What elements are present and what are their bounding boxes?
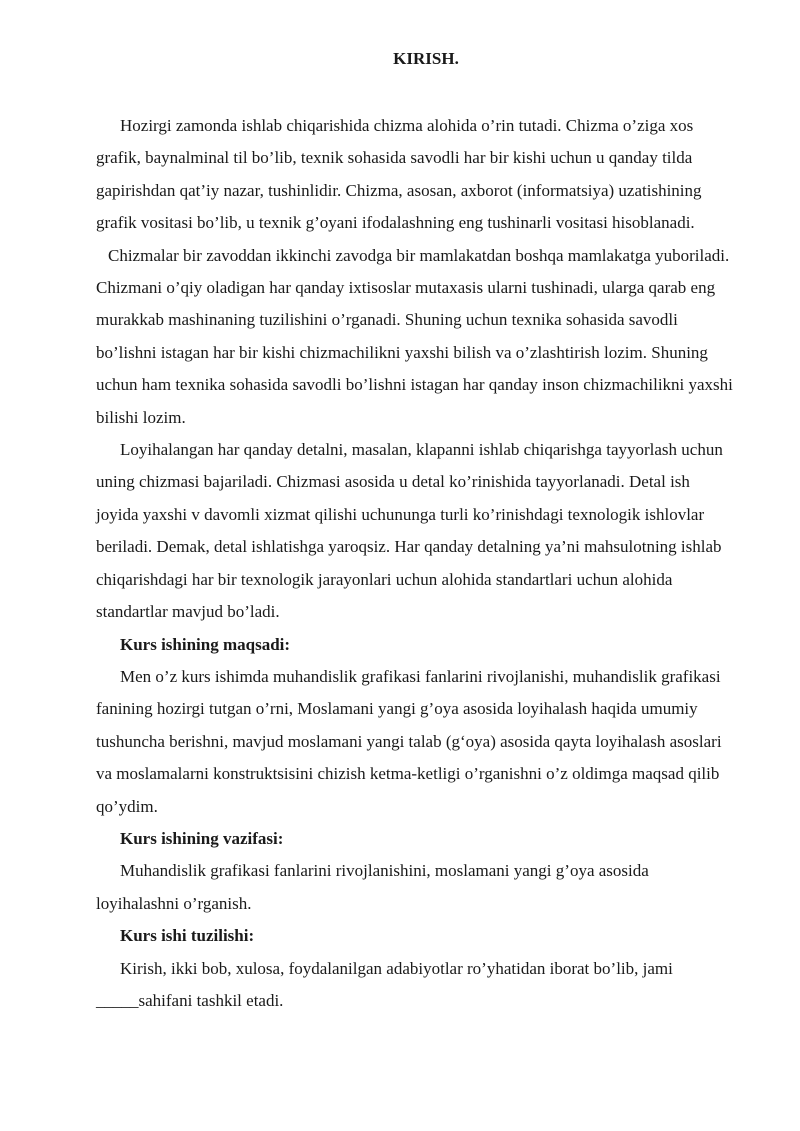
vazifa-paragraph: Muhandislik grafikasi fanlarini rivojlanishini, moslamani yangi g’oya asosida loyihalashni o’rganish. <box>96 861 649 913</box>
page-title: KIRISH. <box>393 49 459 68</box>
section-heading-tuzilish: Kurs ishi tuzilishi: <box>120 926 255 946</box>
section-heading-maqsad: Kurs ishining maqsadi: <box>120 634 291 654</box>
section-heading-vazifa: Kurs ishining vazifasi: <box>120 828 284 848</box>
document-page <box>96 44 736 1017</box>
intro-paragraph-3: Loyihalangan har qanday detalni, masalan, klapanni ishlab chiqarishga tayyorlash uchun uning chizmasi bajariladi. Chizmasi asosida u detal ko’rinishida tayyorlanadi. Detal ish joyida yaxshi v davomli xizmat qilishi uchununga turli ko’rinishdagi texnologik ishlovlar beriladi. Demak, detal ishlatishga yaroqsiz. Har qanday detalning ya’ni mahsulotning ishlab chiqarishdagi har bir texnologik jarayonlari uchun alohida standartlari uchun alohida standartlar mavjud bo’ladi. <box>96 440 723 622</box>
tuzilish-paragraph: Kirish, ikki bob, xulosa, foydalanilgan adabiyotlar ro’yhatidan iborat bo’lib, jami _____sahifani tashkil etadi. <box>96 958 673 1010</box>
intro-paragraph-2: Chizmalar bir zavoddan ikkinchi zavodga bir mamlakatdan boshqa mamlakatga yuboriladi. Chizmani o’qiy oladigan har qanday ixtisoslar mutaxasis ularni tushinadi, ularga qarab eng murakkab mashinaning tuzilishini o’rganadi. Shuning uchun texnika sohasida savodli bo’lishni istagan har bir kishi chizmachilikni yaxshi bilish va o’zlashtirish lozim. Shuning uchun ham texnika sohasida savodli bo’lishni istagan har qanday inson chizmachilikni yaxshi bilishi lozim. <box>96 245 733 427</box>
maqsad-paragraph: Men o’z kurs ishimda muhandislik grafikasi fanlarini rivojlanishi, muhandislik grafikasi fanining hozirgi tutgan o’rni, Moslamani yangi g’oya asosida loyihalash haqida umumiy tushuncha berishni, mavjud moslamani yangi talab (g‘oya) asosida qayta loyihalash asoslari va moslamalarni konstruktsisini chizish ketma-ketligi o’rganishni o’z oldimga maqsad qilib qo’ydim. <box>96 666 722 816</box>
intro-paragraph-1: Hozirgi zamonda ishlab chiqarishida chizma alohida o’rin tutadi. Chizma o’ziga xos grafik, baynalminal til bo’lib, texnik sohasida savodli har bir kishi uchun u qanday tilda gapirishdan qat’iy nazar, tushinlidir. Chizma, asosan, axborot (informatsiya) uzatishining grafik vositasi bo’lib, u texnik g’oyani ifodalashning eng tushinarli vositasi hisoblanadi. <box>96 116 702 233</box>
